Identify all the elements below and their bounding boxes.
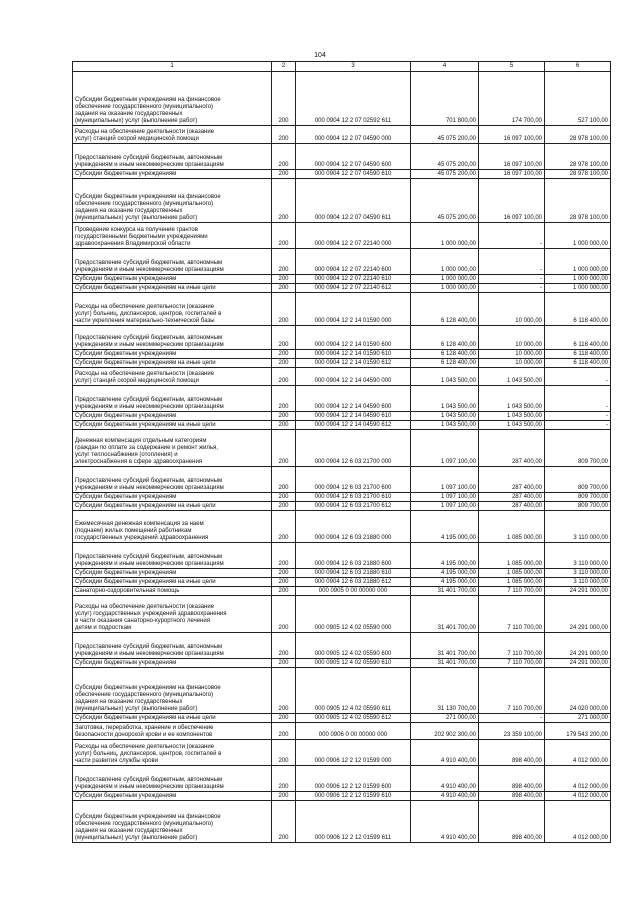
line-code: 200 — [272, 668, 296, 714]
line-code: 200 — [272, 179, 296, 223]
executed-amount: 1 043 500,00 — [479, 386, 545, 412]
approved-amount: 701 800,00 — [411, 72, 479, 126]
row-name: Субсидии бюджетным учреждениям — [73, 792, 272, 801]
table-row — [73, 578, 611, 587]
line-code: 200 — [272, 430, 296, 467]
classification-code: 000 0904 12 6 03 21880 610 — [296, 569, 411, 578]
table-row — [73, 170, 611, 179]
executed-amount: 1 085 000,00 — [479, 543, 545, 569]
unexecuted-amount: 809 700,00 — [545, 493, 611, 502]
table-row — [73, 792, 611, 801]
row-name: Субсидии бюджетным учреждениям на финансовое обеспечение государственного (муниципального) задания на оказание государственных (муниципальных) услуг (выполнение работ) — [73, 801, 272, 843]
table-row — [73, 723, 611, 740]
classification-code: 000 0904 12 2 07 22140 612 — [296, 284, 411, 293]
line-code: 200 — [272, 467, 296, 493]
table-row — [73, 284, 611, 293]
unexecuted-amount: 809 700,00 — [545, 467, 611, 493]
row-name: Расходы на обеспечение деятельности (оказание услуг) станций скорой медицинской помощи — [73, 368, 272, 386]
classification-code: 000 0904 12 6 03 21880 600 — [296, 543, 411, 569]
column-header: 4 — [411, 62, 479, 72]
executed-amount: 1 085 000,00 — [479, 578, 545, 587]
table-row — [73, 249, 611, 275]
classification-code: 000 0906 12 2 12 01599 611 — [296, 801, 411, 843]
table-row — [73, 144, 611, 170]
row-name: Заготовка, переработка, хранение и обеспечение безопасности донорской крови и ее компонентов — [73, 723, 272, 740]
table-row — [73, 502, 611, 511]
line-code: 200 — [272, 511, 296, 543]
approved-amount: 45 075 200,00 — [411, 144, 479, 170]
row-name: Предоставление субсидий бюджетным, автономным учреждениям и иным некоммерческим организациям — [73, 543, 272, 569]
row-name: Расходы на обеспечение деятельности (оказание услуг) больниц, диспансеров, центров, госпиталей в части укрепления материально-технической базы — [73, 293, 272, 326]
line-code: 200 — [272, 284, 296, 293]
unexecuted-amount: 6 118 400,00 — [545, 350, 611, 359]
approved-amount: 1 043 500,00 — [411, 421, 479, 430]
executed-amount: 174 700,00 — [479, 72, 545, 126]
line-code: 200 — [272, 126, 296, 144]
line-code: 200 — [272, 502, 296, 511]
line-code: 200 — [272, 170, 296, 179]
approved-amount: 6 128 400,00 — [411, 350, 479, 359]
row-name: Ежемесячная денежная компенсация за наем (поднаем) жилых помещений работникам государственных учреждений здравоохранения — [73, 511, 272, 543]
table-row — [73, 430, 611, 467]
unexecuted-amount: 24 291 000,00 — [545, 596, 611, 633]
row-name: Субсидии бюджетным учреждениям на финансовое обеспечение государственного (муниципального) задания на оказание государственных (муниципальных) услуг (выполнение работ) — [73, 668, 272, 714]
column-header: 1 — [73, 62, 272, 72]
executed-amount: 16 097 100,00 — [479, 144, 545, 170]
row-name: Субсидии бюджетным учреждениям — [73, 493, 272, 502]
budget-table — [72, 61, 611, 843]
line-code: 200 — [272, 714, 296, 723]
table-row — [73, 714, 611, 723]
approved-amount: 31 401 700,00 — [411, 633, 479, 659]
approved-amount: 1 000 000,00 — [411, 223, 479, 249]
unexecuted-amount: 3 110 000,00 — [545, 543, 611, 569]
row-name: Предоставление субсидий бюджетным, автономным учреждениям и иным некоммерческим организациям — [73, 326, 272, 350]
row-name: Субсидии бюджетным учреждениям на иные цели — [73, 421, 272, 430]
line-code: 200 — [272, 72, 296, 126]
executed-amount: 898 400,00 — [479, 792, 545, 801]
table-row — [73, 326, 611, 350]
table-row — [73, 126, 611, 144]
row-name: Субсидии бюджетным учреждениям на финансовое обеспечение государственного (муниципального) задания на оказание государственных (муниципальных) услуг (выполнение работ) — [73, 72, 272, 126]
executed-amount: 10 000,00 — [479, 359, 545, 368]
classification-code: 000 0905 12 4 02 05590 610 — [296, 659, 411, 668]
table-row — [73, 801, 611, 843]
executed-amount: 7 110 700,00 — [479, 587, 545, 596]
unexecuted-amount: 6 118 400,00 — [545, 326, 611, 350]
unexecuted-amount: 24 020 000,00 — [545, 668, 611, 714]
approved-amount: 6 128 400,00 — [411, 359, 479, 368]
classification-code: 000 0904 12 2 07 22140 600 — [296, 249, 411, 275]
approved-amount: 4 910 400,00 — [411, 740, 479, 766]
approved-amount: 1 097 100,00 — [411, 493, 479, 502]
unexecuted-amount: 809 700,00 — [545, 502, 611, 511]
table-row — [73, 223, 611, 249]
table-row — [73, 293, 611, 326]
row-name: Субсидии бюджетным учреждениям на иные цели — [73, 714, 272, 723]
line-code: 200 — [272, 421, 296, 430]
row-name: Предоставление субсидий бюджетным, автономным учреждениям и иным некоммерческим организациям — [73, 467, 272, 493]
executed-amount: 287 400,00 — [479, 467, 545, 493]
line-code: 200 — [272, 293, 296, 326]
classification-code: 000 0905 12 4 02 05590 600 — [296, 633, 411, 659]
unexecuted-amount: 4 012 000,00 — [545, 792, 611, 801]
row-name: Предоставление субсидий бюджетным, автономным учреждениям и иным некоммерческим организациям — [73, 633, 272, 659]
row-name: Субсидии бюджетным учреждениям на иные цели — [73, 502, 272, 511]
row-name: Субсидии бюджетным учреждениям на иные цели — [73, 578, 272, 587]
table-row — [73, 493, 611, 502]
unexecuted-amount: 6 118 400,00 — [545, 359, 611, 368]
line-code: 200 — [272, 275, 296, 284]
approved-amount: 1 097 100,00 — [411, 467, 479, 493]
approved-amount: 1 097 100,00 — [411, 430, 479, 467]
column-header: 6 — [545, 62, 611, 72]
approved-amount: 1 097 100,00 — [411, 502, 479, 511]
row-name: Субсидии бюджетным учреждениям — [73, 412, 272, 421]
approved-amount: 4 910 400,00 — [411, 792, 479, 801]
unexecuted-amount: 4 012 000,00 — [545, 766, 611, 792]
column-header: 2 — [272, 62, 296, 72]
approved-amount: 31 130 700,00 — [411, 668, 479, 714]
unexecuted-amount: 1 000 000,00 — [545, 275, 611, 284]
approved-amount: 271 000,00 — [411, 714, 479, 723]
approved-amount: 31 401 700,00 — [411, 659, 479, 668]
approved-amount: 31 401 700,00 — [411, 587, 479, 596]
table-row — [73, 569, 611, 578]
unexecuted-amount: 527 100,00 — [545, 72, 611, 126]
line-code: 200 — [272, 493, 296, 502]
executed-amount: 10 000,00 — [479, 350, 545, 359]
unexecuted-amount: 1 000 000,00 — [545, 249, 611, 275]
classification-code: 000 0906 0 00 00000 000 — [296, 723, 411, 740]
classification-code: 000 0904 12 2 14 01590 600 — [296, 326, 411, 350]
classification-code: 000 0904 12 2 07 04590 000 — [296, 126, 411, 144]
row-name: Денежная компенсация отдельным категориям граждан по оплате за содержание и ремонт жилья, услуг теплоснабжения (отопления) и электроснабжения в сфере здравоохранения — [73, 430, 272, 467]
unexecuted-amount: 28 978 100,00 — [545, 126, 611, 144]
unexecuted-amount: 28 978 100,00 — [545, 170, 611, 179]
classification-code: 000 0904 12 2 14 04590 612 — [296, 421, 411, 430]
classification-code: 000 0904 12 2 07 02592 611 — [296, 72, 411, 126]
line-code: 200 — [272, 596, 296, 633]
classification-code: 000 0904 12 2 14 01590 612 — [296, 359, 411, 368]
table-row — [73, 179, 611, 223]
row-name: Предоставление субсидий бюджетным, автономным учреждениям и иным некоммерческим организациям — [73, 249, 272, 275]
classification-code: 000 0904 12 2 07 04590 600 — [296, 144, 411, 170]
approved-amount: 45 075 200,00 — [411, 179, 479, 223]
classification-code: 000 0906 12 2 12 01599 000 — [296, 740, 411, 766]
classification-code: 000 0906 12 2 12 01599 610 — [296, 792, 411, 801]
classification-code: 000 0904 12 6 03 21700 610 — [296, 493, 411, 502]
executed-amount: 16 097 100,00 — [479, 170, 545, 179]
approved-amount: 202 902 300,00 — [411, 723, 479, 740]
approved-amount: 1 043 500,00 — [411, 386, 479, 412]
executed-amount: 287 400,00 — [479, 502, 545, 511]
executed-amount: - — [479, 275, 545, 284]
classification-code: 000 0904 12 2 14 01590 610 — [296, 350, 411, 359]
row-name: Предоставление субсидий бюджетным, автономным учреждениям и иным некоммерческим организациям — [73, 144, 272, 170]
unexecuted-amount: 1 000 000,00 — [545, 284, 611, 293]
unexecuted-amount: 24 291 000,00 — [545, 587, 611, 596]
classification-code: 000 0905 12 4 02 05590 611 — [296, 668, 411, 714]
executed-amount: 7 110 700,00 — [479, 668, 545, 714]
unexecuted-amount: 4 012 000,00 — [545, 801, 611, 843]
executed-amount: 7 110 700,00 — [479, 659, 545, 668]
executed-amount: 1 043 500,00 — [479, 412, 545, 421]
executed-amount: 287 400,00 — [479, 430, 545, 467]
table-row — [73, 587, 611, 596]
executed-amount: 898 400,00 — [479, 801, 545, 843]
approved-amount: 6 128 400,00 — [411, 293, 479, 326]
line-code: 200 — [272, 223, 296, 249]
unexecuted-amount: 6 118 400,00 — [545, 293, 611, 326]
unexecuted-amount: 271 000,00 — [545, 714, 611, 723]
column-header: 5 — [479, 62, 545, 72]
table-row — [73, 467, 611, 493]
executed-amount: 1 085 000,00 — [479, 511, 545, 543]
line-code: 200 — [272, 659, 296, 668]
line-code: 200 — [272, 543, 296, 569]
table-row — [73, 511, 611, 543]
unexecuted-amount: 24 291 000,00 — [545, 633, 611, 659]
table-row — [73, 412, 611, 421]
executed-amount: 1 085 000,00 — [479, 569, 545, 578]
approved-amount: 6 128 400,00 — [411, 326, 479, 350]
executed-amount: 1 043 500,00 — [479, 368, 545, 386]
line-code: 200 — [272, 386, 296, 412]
classification-code: 000 0904 12 6 03 21880 000 — [296, 511, 411, 543]
classification-code: 000 0904 12 2 07 22140 000 — [296, 223, 411, 249]
approved-amount: 4 910 400,00 — [411, 766, 479, 792]
classification-code: 000 0905 12 4 02 05590 000 — [296, 596, 411, 633]
row-name: Субсидии бюджетным учреждениям на иные цели — [73, 359, 272, 368]
executed-amount: 1 043 500,00 — [479, 421, 545, 430]
classification-code: 000 0904 12 6 03 21700 612 — [296, 502, 411, 511]
table-row — [73, 386, 611, 412]
approved-amount: 45 075 200,00 — [411, 126, 479, 144]
executed-amount: 16 097 100,00 — [479, 179, 545, 223]
table-row — [73, 350, 611, 359]
unexecuted-amount: 24 291 000,00 — [545, 659, 611, 668]
classification-code: 000 0904 12 6 03 21700 000 — [296, 430, 411, 467]
line-code: 200 — [272, 249, 296, 275]
executed-amount: - — [479, 284, 545, 293]
classification-code: 000 0905 12 4 02 05590 612 — [296, 714, 411, 723]
row-name: Субсидии бюджетным учреждениям на финансовое обеспечение государственного (муниципального) задания на оказание государственных (муниципальных) услуг (выполнение работ) — [73, 179, 272, 223]
table-row — [73, 72, 611, 126]
row-name: Предоставление субсидий бюджетным, автономным учреждениям и иным некоммерческим организациям — [73, 766, 272, 792]
classification-code: 000 0904 12 6 03 21700 600 — [296, 467, 411, 493]
line-code: 200 — [272, 326, 296, 350]
classification-code: 000 0904 12 2 14 01590 000 — [296, 293, 411, 326]
row-name: Субсидии бюджетным учреждениям — [73, 659, 272, 668]
line-code: 200 — [272, 740, 296, 766]
unexecuted-amount: - — [545, 368, 611, 386]
row-name: Санаторно-оздоровительная помощь — [73, 587, 272, 596]
approved-amount: 31 401 700,00 — [411, 596, 479, 633]
row-name: Субсидии бюджетным учреждениям — [73, 350, 272, 359]
unexecuted-amount: - — [545, 412, 611, 421]
row-name: Субсидии бюджетным учреждениям — [73, 170, 272, 179]
executed-amount: 16 097 100,00 — [479, 126, 545, 144]
classification-code: 000 0904 12 2 07 04590 611 — [296, 179, 411, 223]
line-code: 200 — [272, 587, 296, 596]
table-row — [73, 543, 611, 569]
classification-code: 000 0904 12 2 14 04590 000 — [296, 368, 411, 386]
line-code: 200 — [272, 569, 296, 578]
classification-code: 000 0905 0 00 00000 000 — [296, 587, 411, 596]
table-row — [73, 359, 611, 368]
executed-amount: 898 400,00 — [479, 740, 545, 766]
table-row — [73, 368, 611, 386]
line-code: 200 — [272, 766, 296, 792]
unexecuted-amount: 4 012 000,00 — [545, 740, 611, 766]
executed-amount: 287 400,00 — [479, 493, 545, 502]
row-name: Субсидии бюджетным учреждениям на иные цели — [73, 284, 272, 293]
column-header-row — [73, 62, 611, 72]
row-name: Проведение конкурса на получение грантов государственными бюджетными учреждениями здравоохранения Владимирской области — [73, 223, 272, 249]
approved-amount: 1 000 000,00 — [411, 275, 479, 284]
line-code: 200 — [272, 801, 296, 843]
table-row — [73, 740, 611, 766]
row-name: Расходы на обеспечение деятельности (оказание услуг) станций скорой медицинской помощи — [73, 126, 272, 144]
table-row — [73, 275, 611, 284]
approved-amount: 4 195 000,00 — [411, 511, 479, 543]
table-row — [73, 596, 611, 633]
table-row — [73, 668, 611, 714]
table-row — [73, 633, 611, 659]
unexecuted-amount: - — [545, 421, 611, 430]
row-name: Субсидии бюджетным учреждениям — [73, 275, 272, 284]
executed-amount: 7 110 700,00 — [479, 633, 545, 659]
line-code: 200 — [272, 412, 296, 421]
column-header: 3 — [296, 62, 411, 72]
executed-amount: - — [479, 223, 545, 249]
page-number: 104 — [314, 52, 326, 59]
row-name: Расходы на обеспечение деятельности (оказание услуг) государственных учреждений здравоохранения в части оказания санаторно-курортного лечения детям и подросткам — [73, 596, 272, 633]
classification-code: 000 0904 12 2 07 22140 610 — [296, 275, 411, 284]
approved-amount: 4 195 000,00 — [411, 543, 479, 569]
executed-amount: - — [479, 714, 545, 723]
executed-amount: 7 110 700,00 — [479, 596, 545, 633]
approved-amount: 45 075 200,00 — [411, 170, 479, 179]
table-row — [73, 766, 611, 792]
approved-amount: 4 910 400,00 — [411, 801, 479, 843]
row-name: Субсидии бюджетным учреждениям — [73, 569, 272, 578]
unexecuted-amount: 28 978 100,00 — [545, 144, 611, 170]
unexecuted-amount: 809 700,00 — [545, 430, 611, 467]
line-code: 200 — [272, 350, 296, 359]
executed-amount: - — [479, 249, 545, 275]
table-row — [73, 659, 611, 668]
classification-code: 000 0904 12 2 14 04590 610 — [296, 412, 411, 421]
approved-amount: 1 000 000,00 — [411, 284, 479, 293]
unexecuted-amount: 3 110 000,00 — [545, 569, 611, 578]
row-name: Предоставление субсидий бюджетным, автономным учреждениям и иным некоммерческим организациям — [73, 386, 272, 412]
approved-amount: 1 043 500,00 — [411, 368, 479, 386]
classification-code: 000 0904 12 2 07 04590 610 — [296, 170, 411, 179]
line-code: 200 — [272, 578, 296, 587]
approved-amount: 1 043 500,00 — [411, 412, 479, 421]
row-name: Расходы на обеспечение деятельности (оказание услуг) больниц, диспансеров, центров, госпиталей в части развития службы крови — [73, 740, 272, 766]
line-code: 200 — [272, 633, 296, 659]
line-code: 200 — [272, 723, 296, 740]
approved-amount: 1 000 000,00 — [411, 249, 479, 275]
line-code: 200 — [272, 359, 296, 368]
unexecuted-amount: - — [545, 386, 611, 412]
line-code: 200 — [272, 368, 296, 386]
executed-amount: 10 000,00 — [479, 293, 545, 326]
classification-code: 000 0904 12 2 14 04590 600 — [296, 386, 411, 412]
executed-amount: 10 000,00 — [479, 326, 545, 350]
approved-amount: 4 195 000,00 — [411, 569, 479, 578]
unexecuted-amount: 3 110 000,00 — [545, 578, 611, 587]
classification-code: 000 0906 12 2 12 01599 600 — [296, 766, 411, 792]
line-code: 200 — [272, 792, 296, 801]
executed-amount: 898 400,00 — [479, 766, 545, 792]
unexecuted-amount: 28 978 100,00 — [545, 179, 611, 223]
unexecuted-amount: 1 000 000,00 — [545, 223, 611, 249]
executed-amount: 23 359 100,00 — [479, 723, 545, 740]
approved-amount: 4 195 000,00 — [411, 578, 479, 587]
table-row — [73, 421, 611, 430]
line-code: 200 — [272, 144, 296, 170]
unexecuted-amount: 3 110 000,00 — [545, 511, 611, 543]
unexecuted-amount: 179 543 200,00 — [545, 723, 611, 740]
classification-code: 000 0904 12 6 03 21880 612 — [296, 578, 411, 587]
